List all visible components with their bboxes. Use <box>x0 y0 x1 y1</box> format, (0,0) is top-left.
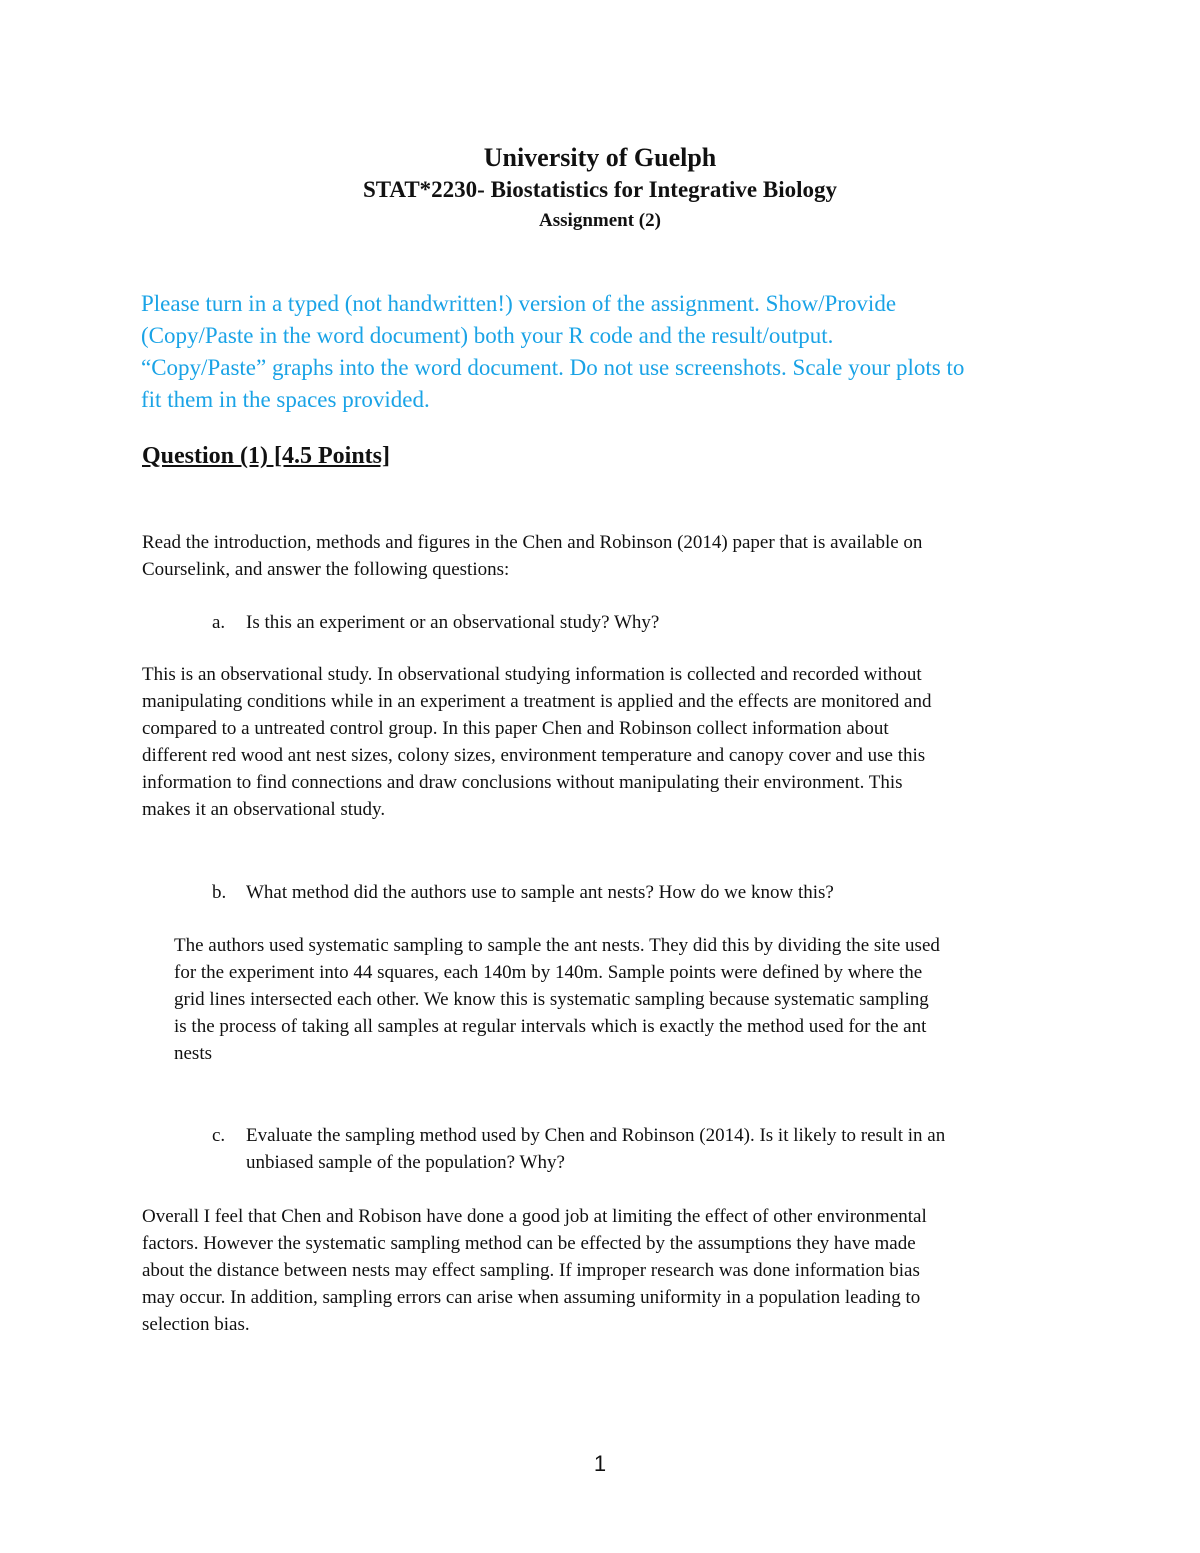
question-heading: Question (1) [4.5 Points] <box>142 443 390 469</box>
course-title: STAT*2230- Biostatistics for Integrative Biology <box>362 177 838 202</box>
answer-line: different red wood ant nest sizes, colony sizes, environment temperature and canopy cover and use this <box>142 745 926 766</box>
answer-line: The authors used systematic sampling to sample the ant nests. They did this by dividing the site used <box>174 935 940 956</box>
question-line: Is this an experiment or an observational study? Why? <box>246 612 660 633</box>
answer-line: information to find connections and draw conclusions without manipulating their environment. This <box>142 772 903 793</box>
question-line: unbiased sample of the population? Why? <box>246 1152 565 1173</box>
answer-line: nests <box>174 1043 212 1064</box>
page-number: 1 <box>593 1451 607 1476</box>
answer-line: grid lines intersected each other. We know this is systematic sampling because systematic sampling <box>174 989 929 1010</box>
answer-line: about the distance between nests may effect sampling. If improper research was done information bias <box>142 1260 920 1281</box>
part-question-text <box>246 879 834 906</box>
part-a-answer <box>142 661 931 823</box>
question-line: Evaluate the sampling method used by Chen and Robinson (2014). Is it likely to result in an <box>246 1125 946 1146</box>
answer-line: Overall I feel that Chen and Robison have done a good job at limiting the effect of other environmental <box>142 1206 927 1227</box>
intro-line: Read the introduction, methods and figures in the Chen and Robinson (2014) paper that is available on <box>142 532 923 553</box>
instructions-line: (Copy/Paste in the word document) both your R code and the result/output. <box>141 323 834 348</box>
part-question-text <box>246 609 659 636</box>
answer-line: is the process of taking all samples at regular intervals which is exactly the method used for the ant <box>174 1016 927 1037</box>
part-b-answer <box>174 932 940 1067</box>
question-line: What method did the authors use to sample ant nests? How do we know this? <box>246 882 834 903</box>
question-intro <box>142 529 922 583</box>
assignment-title: Assignment (2) <box>539 210 661 231</box>
instructions-line: “Copy/Paste” graphs into the word document. Do not use screenshots. Scale your plots to <box>141 355 965 380</box>
answer-line: makes it an observational study. <box>142 799 386 820</box>
part-label: b. <box>212 882 227 903</box>
university-title: University of Guelph <box>483 143 717 172</box>
part-label: a. <box>212 612 226 633</box>
instructions-line: Please turn in a typed (not handwritten!) version of the assignment. Show/Provide <box>141 291 897 316</box>
part-label: c. <box>212 1125 226 1146</box>
instructions-block <box>141 288 1141 416</box>
answer-line: may occur. In addition, sampling errors can arise when assuming uniformity in a population leading to <box>142 1287 921 1308</box>
answer-line: factors. However the systematic sampling method can be effected by the assumptions they have made <box>142 1233 916 1254</box>
intro-line: Courselink, and answer the following questions: <box>142 559 510 580</box>
answer-line: for the experiment into 44 squares, each 140m by 140m. Sample points were defined by where the <box>174 962 923 983</box>
answer-line: This is an observational study. In observational studying information is collected and recorded without <box>142 664 922 685</box>
part-c-answer <box>142 1203 927 1338</box>
answer-line: compared to a untreated control group. In this paper Chen and Robinson collect information about <box>142 718 889 739</box>
instructions-line: fit them in the spaces provided. <box>141 387 430 412</box>
answer-line: manipulating conditions while in an experiment a treatment is applied and the effects are monitored and <box>142 691 932 712</box>
part-question-text <box>246 1122 945 1176</box>
answer-line: selection bias. <box>142 1314 250 1335</box>
